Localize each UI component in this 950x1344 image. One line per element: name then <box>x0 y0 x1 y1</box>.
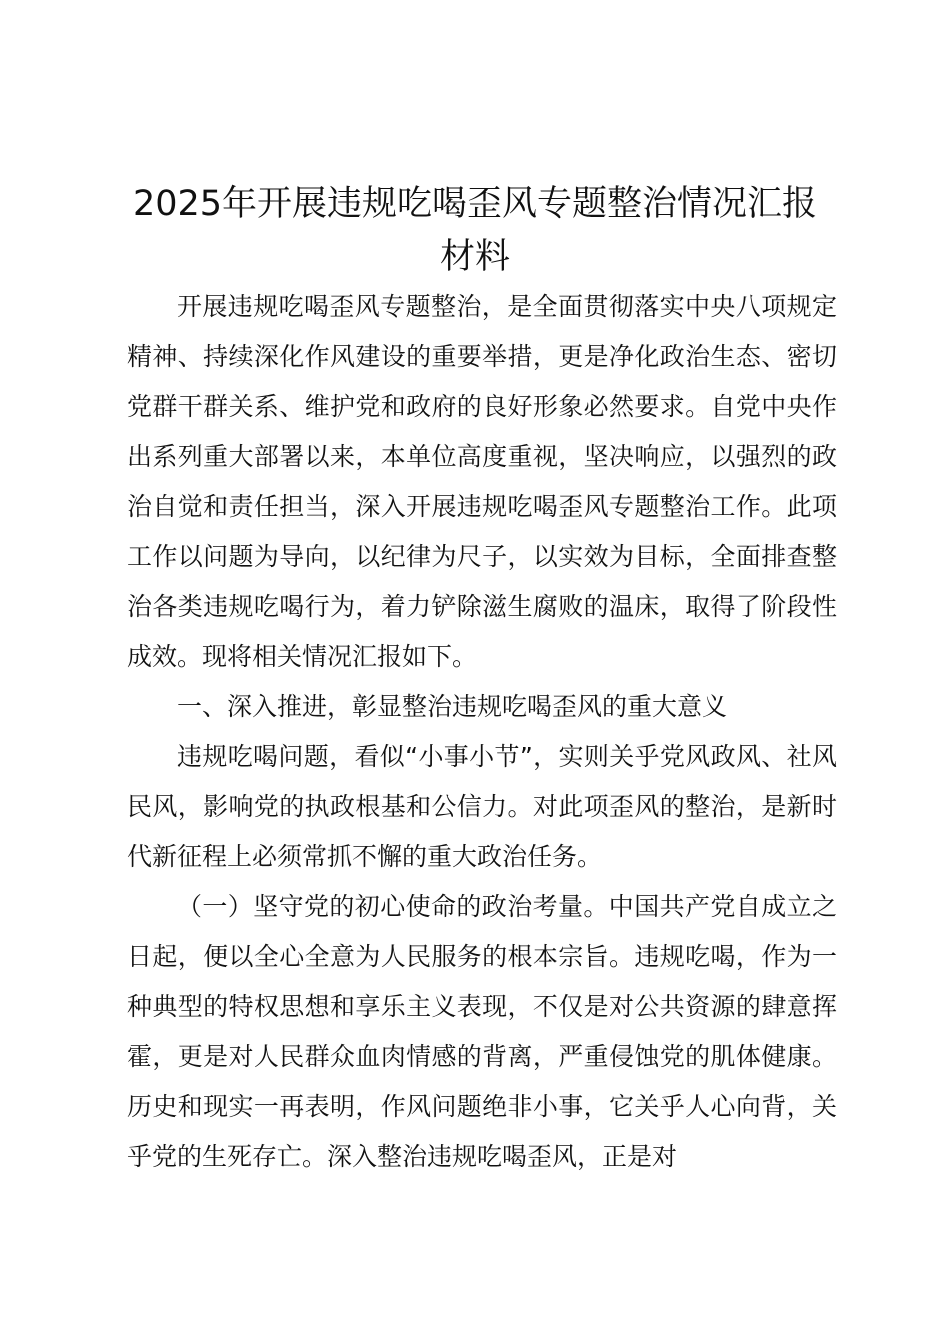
document-body <box>127 282 837 1182</box>
section-1-paragraph: 违规吃喝问题，看似“小事小节”，实则关乎党风政风、社风民风，影响党的执政根基和公信力。对此项歪风的整治，是新时代新征程上必须常抓不懈的重大政治任务。 <box>127 742 837 871</box>
intro-paragraph: 开展违规吃喝歪风专题整治，是全面贯彻落实中央八项规定精神、持续深化作风建设的重要举措，更是净化政治生态、密切党群干群关系、维护党和政府的良好形象必然要求。自党中央作出系列重大部署以来，本单位高度重视，坚决响应，以强烈的政治自觉和责任担当，深入开展违规吃喝歪风专题整治工作。此项工作以问题为导向，以纪律为尺子，以实效为目标，全面排查整治各类违规吃喝行为，着力铲除滋生腐败的温床，取得了阶段性成效。现将相关情况汇报如下。 <box>127 292 837 671</box>
document-title-line-1: 2025年开展违规吃喝歪风专题整治情况汇报 <box>132 184 818 224</box>
subsection-1-paragraph: （一）坚守党的初心使命的政治考量。中国共产党自成立之日起，便以全心全意为人民服务的根本宗旨。违规吃喝，作为一种典型的特权思想和享乐主义表现，不仅是对公共资源的肆意挥霍，更是对人民群众血肉情感的背离，严重侵蚀党的肌体健康。历史和现实一再表明，作风问题绝非小事，它关乎人心向背，关乎党的生死存亡。深入整治违规吃喝歪风，正是对 <box>127 892 837 1171</box>
document-title-line-2: 材料 <box>439 237 510 277</box>
section-heading-1: 一、深入推进，彰显整治违规吃喝歪风的重大意义 <box>177 692 728 721</box>
